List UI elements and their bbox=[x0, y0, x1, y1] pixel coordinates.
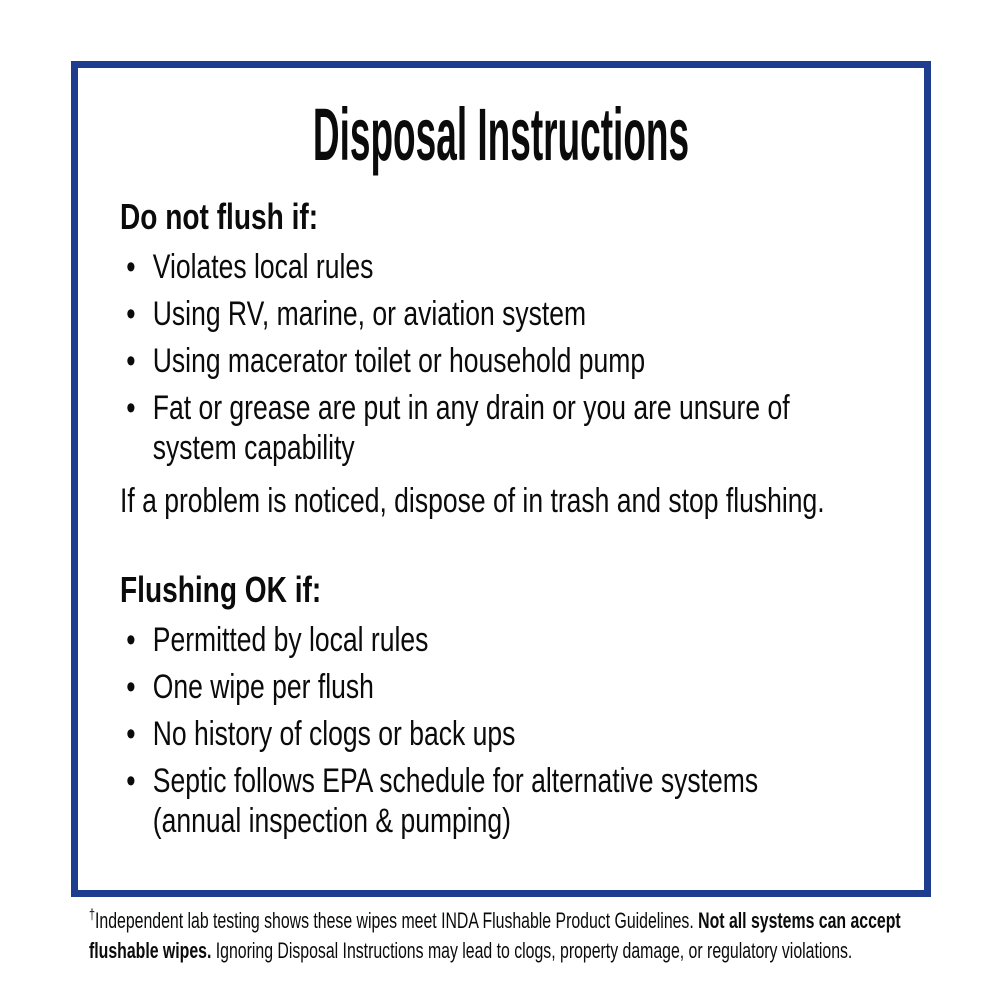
footnote bbox=[89, 906, 989, 966]
panel-content bbox=[120, 68, 882, 841]
section-heading-flushing-ok: Flushing OK if: bbox=[120, 569, 322, 610]
list-item bbox=[120, 761, 882, 841]
footnote-text: Ignoring Disposal Instructions may lead to clogs, property damage, or regulatory violations. bbox=[211, 938, 853, 963]
list-item-text: One wipe per flush bbox=[152, 668, 374, 706]
list-item-text: Violates local rules bbox=[152, 248, 374, 286]
dagger-icon: † bbox=[89, 906, 96, 924]
footnote-line-2 bbox=[89, 936, 989, 966]
list-item bbox=[120, 388, 882, 468]
disposal-instructions-panel bbox=[71, 61, 931, 897]
bullet-dot-icon: • bbox=[126, 621, 136, 659]
list-item bbox=[120, 667, 882, 707]
panel-title: Disposal Instructions bbox=[312, 93, 690, 176]
bullet-dot-icon: • bbox=[126, 389, 136, 427]
footnote-bold-text: flushable wipes. bbox=[89, 938, 212, 963]
list-item bbox=[120, 714, 882, 754]
do-not-flush-list bbox=[120, 247, 882, 468]
bullet-dot-icon: • bbox=[126, 342, 136, 380]
list-item bbox=[120, 341, 882, 381]
footnote-bold-text: Not all systems can accept bbox=[698, 908, 901, 933]
footnote-line-1 bbox=[89, 906, 989, 936]
list-item bbox=[120, 294, 882, 334]
list-item-text: Using RV, marine, or aviation system bbox=[152, 295, 587, 333]
list-item-text: Septic follows EPA schedule for alternative systems bbox=[152, 762, 759, 800]
list-item-text: system capability bbox=[152, 429, 355, 467]
bullet-dot-icon: • bbox=[126, 295, 136, 333]
section-heading-do-not-flush: Do not flush if: bbox=[120, 196, 319, 237]
bullet-dot-icon: • bbox=[126, 762, 136, 800]
bullet-dot-icon: • bbox=[126, 248, 136, 286]
list-item-text: Permitted by local rules bbox=[152, 621, 429, 659]
flushing-ok-list bbox=[120, 620, 882, 841]
list-item bbox=[120, 247, 882, 287]
list-item-text: (annual inspection & pumping) bbox=[152, 802, 512, 840]
bullet-dot-icon: • bbox=[126, 715, 136, 753]
list-item-text: Using macerator toilet or household pump bbox=[152, 342, 646, 380]
bullet-dot-icon: • bbox=[126, 668, 136, 706]
problem-advisory-note: If a problem is noticed, dispose of in trash and stop flushing. bbox=[120, 482, 825, 520]
list-item-text: No history of clogs or back ups bbox=[152, 715, 516, 753]
list-item bbox=[120, 620, 882, 660]
footnote-text: Independent lab testing shows these wipes meet INDA Flushable Product Guidelines. bbox=[95, 908, 699, 933]
list-item-text: Fat or grease are put in any drain or you are unsure of bbox=[152, 389, 790, 427]
